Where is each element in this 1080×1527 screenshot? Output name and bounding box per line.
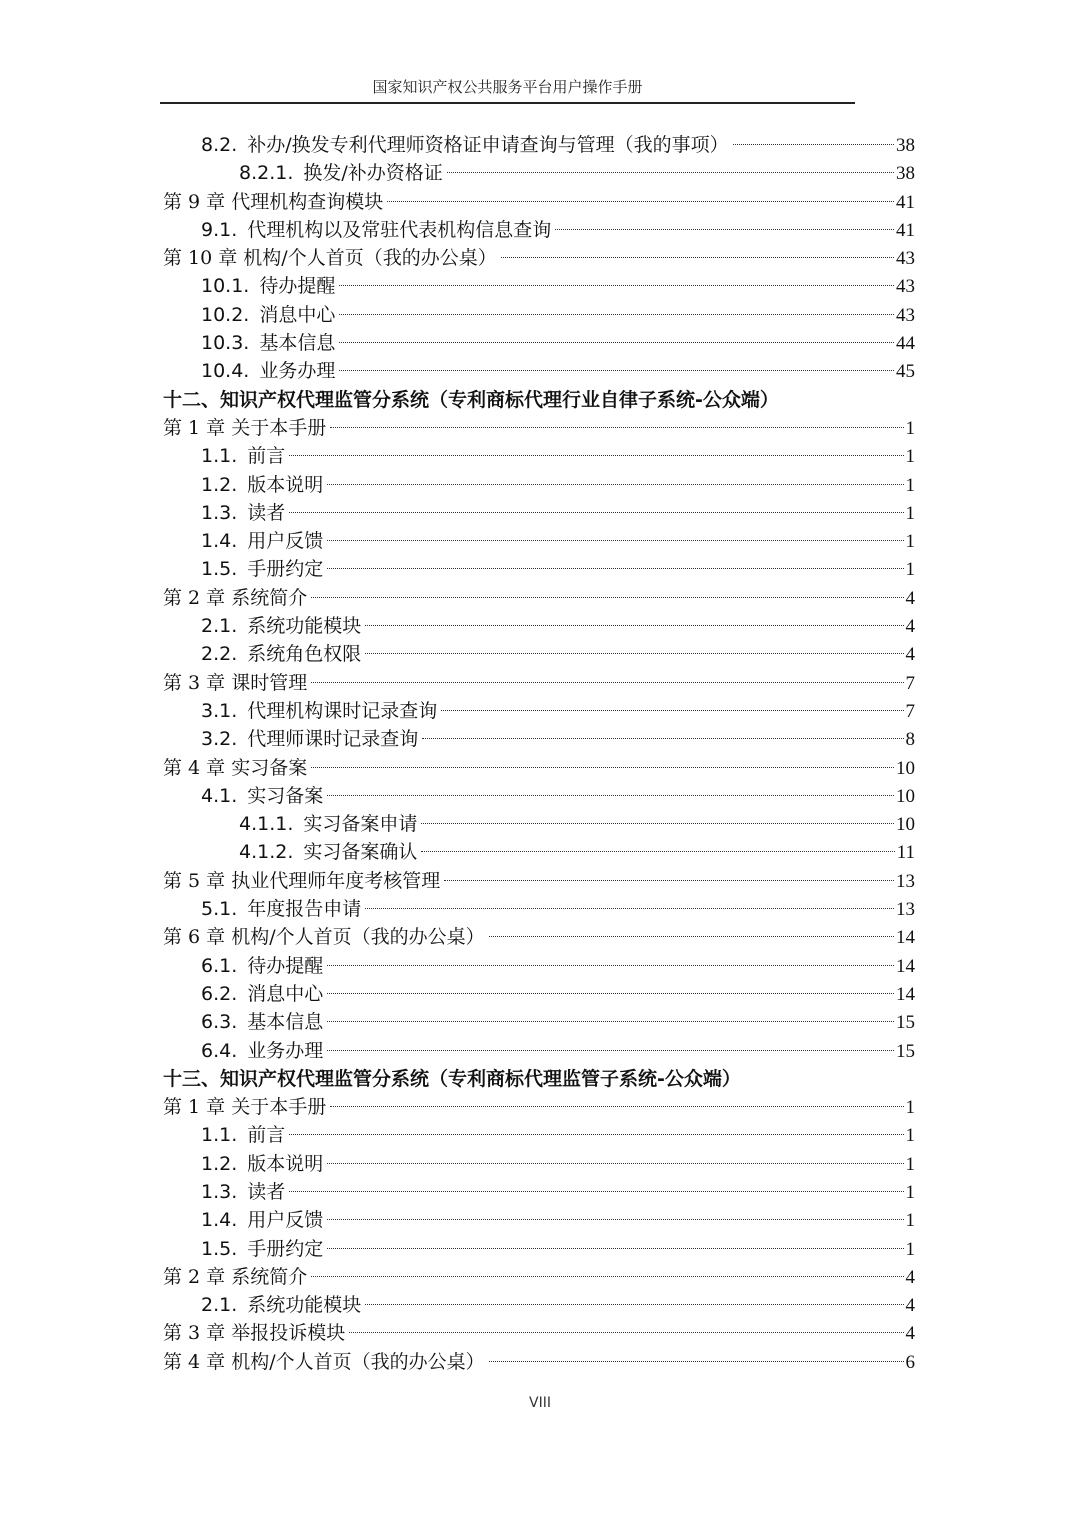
toc-dot-leader (444, 880, 894, 881)
toc-entry-page: 10 (896, 785, 915, 807)
toc-entry-number: 1.1. (201, 1124, 238, 1147)
toc-entry-label: 业务办理 (247, 1039, 324, 1062)
toc-dot-leader (327, 540, 903, 541)
toc-dot-leader (327, 965, 894, 966)
toc-dot-leader (327, 993, 894, 994)
toc-entry[interactable] (163, 1093, 915, 1121)
toc-entry-number: 1.5. (201, 1237, 238, 1260)
toc-entry[interactable] (163, 131, 915, 159)
toc-entry[interactable] (163, 895, 915, 923)
toc-entry-page: 15 (896, 1012, 915, 1034)
toc-entry[interactable] (163, 244, 915, 272)
toc-entry[interactable] (163, 810, 915, 838)
toc-entry-label: 前言 (247, 445, 286, 468)
toc-entry-label: 版本说明 (247, 473, 324, 496)
toc-entry-label: 年度报告申请 (247, 898, 362, 921)
toc-entry-page: 7 (905, 700, 915, 722)
toc-dot-leader (311, 767, 894, 768)
toc-entry-label: 用户反馈 (247, 1209, 324, 1232)
toc-entry[interactable] (163, 471, 915, 499)
toc-dot-leader (447, 172, 894, 173)
toc-dot-leader (489, 1361, 904, 1362)
toc-entry[interactable] (163, 754, 915, 782)
toc-dot-leader (289, 1134, 903, 1135)
toc-dot-leader (311, 597, 903, 598)
toc-entry-page: 1 (905, 1181, 915, 1203)
toc-entry-page: 11 (896, 842, 915, 864)
toc-entry-label: 实习备案 (247, 784, 324, 807)
toc-entry-number: 5.1. (201, 898, 238, 921)
toc-entry[interactable] (163, 1008, 915, 1036)
toc-entry-page: 1 (905, 502, 915, 524)
toc-entry-page: 38 (896, 135, 915, 156)
toc-entry-label: 第 4 章 实习备案 (163, 756, 308, 779)
toc-entry-label: 代理机构以及常驻代表机构信息查询 (247, 218, 552, 241)
toc-entry-label: 消息中心 (247, 982, 324, 1005)
toc-entry[interactable] (163, 1348, 915, 1376)
toc-dot-leader (327, 1219, 903, 1220)
toc-entry-number: 3.1. (201, 699, 238, 722)
toc-entry[interactable] (163, 1319, 915, 1347)
toc-entry[interactable] (163, 612, 915, 640)
toc-entry-number: 10.1. (201, 275, 250, 298)
toc-entry[interactable] (163, 216, 915, 244)
toc-dot-leader (327, 1021, 894, 1022)
toc-entry-number: 1.4. (201, 530, 238, 553)
toc-entry-page: 14 (896, 927, 915, 949)
toc-entry-label: 第 2 章 系统简介 (163, 1265, 308, 1288)
toc-entry-label: 补办/换发专利代理师资格证申请查询与管理（我的事项） (247, 134, 729, 156)
toc-entry[interactable] (163, 272, 915, 300)
toc-entry-label: 十二、知识产权代理监管分系统（专利商标代理行业自律子系统-公众端） (163, 388, 779, 411)
toc-entry-label: 系统角色权限 (247, 643, 362, 666)
toc-entry[interactable] (163, 725, 915, 753)
toc-dot-leader (365, 1304, 903, 1305)
toc-dot-leader (327, 568, 903, 569)
toc-dot-leader (289, 455, 903, 456)
toc-entry-label: 手册约定 (247, 558, 324, 581)
toc-entry-label: 消息中心 (259, 303, 336, 326)
toc-entry[interactable] (163, 952, 915, 980)
toc-entry[interactable] (163, 442, 915, 470)
toc-dot-leader (327, 795, 894, 796)
toc-entry[interactable] (163, 527, 915, 555)
toc-entry-page: 1 (905, 1153, 915, 1175)
toc-entry-page: 7 (905, 672, 915, 694)
toc-entry-number: 4.1.1. (239, 813, 294, 836)
toc-entry-number: 6.4. (201, 1039, 238, 1062)
toc-entry-page: 43 (896, 248, 915, 270)
toc-entry[interactable] (163, 555, 915, 583)
toc-entry-page: 1 (905, 1210, 915, 1232)
toc-entry-number: 6.1. (201, 954, 238, 977)
toc-entry-number: 4.1.2. (239, 841, 294, 864)
toc-entry-page: 41 (896, 219, 915, 241)
toc-dot-leader (289, 1191, 903, 1192)
toc-entry-label: 手册约定 (247, 1237, 324, 1260)
toc-entry-number: 6.3. (201, 1011, 238, 1034)
toc-dot-leader (387, 201, 894, 202)
toc-entry[interactable] (163, 329, 915, 357)
toc-entry[interactable] (163, 782, 915, 810)
toc-entry-label: 第 4 章 机构/个人首页（我的办公桌） (163, 1350, 485, 1373)
toc-dot-leader (422, 738, 903, 739)
toc-entry[interactable] (163, 1178, 915, 1206)
toc-entry-number: 1.4. (201, 1209, 238, 1232)
toc-entry-label: 基本信息 (259, 332, 336, 355)
toc-entry-label: 第 2 章 系统简介 (163, 586, 308, 609)
toc-entry-page: 4 (905, 587, 915, 609)
toc-entry[interactable] (163, 159, 915, 187)
toc-entry[interactable] (163, 584, 915, 612)
toc-entry-label: 读者 (247, 501, 286, 524)
toc-entry-page: 43 (896, 276, 915, 298)
toc-entry-page: 44 (896, 333, 915, 355)
toc-entry-label: 第 3 章 举报投诉模块 (163, 1322, 346, 1345)
toc-entry[interactable] (163, 1206, 915, 1234)
toc-dot-leader (327, 484, 903, 485)
toc-entry-label: 第 9 章 代理机构查询模块 (163, 190, 384, 213)
toc-dot-leader (421, 823, 894, 824)
toc-entry-number: 2.1. (201, 1294, 238, 1317)
toc-entry-page: 10 (896, 814, 915, 836)
toc-entry-number: 10.3. (201, 332, 250, 355)
toc-entry-label: 系统功能模块 (247, 1294, 362, 1317)
toc-entry-label: 版本说明 (247, 1152, 324, 1175)
toc-entry-page: 13 (896, 899, 915, 921)
toc-entry-page: 1 (905, 531, 915, 553)
toc-entry-page: 4 (905, 1295, 915, 1317)
toc-section-heading (163, 1065, 915, 1093)
toc-entry[interactable] (163, 1121, 915, 1149)
toc-entry-number: 1.2. (201, 1152, 238, 1175)
toc-entry-page: 38 (896, 163, 915, 185)
toc-entry-number: 2.1. (201, 615, 238, 638)
toc-entry-number: 1.2. (201, 473, 238, 496)
toc-entry-label: 代理机构课时记录查询 (247, 699, 438, 722)
toc-dot-leader (501, 257, 894, 258)
toc-entry[interactable] (163, 923, 915, 951)
toc-entry-page: 45 (896, 361, 915, 383)
toc-entry-page: 4 (905, 616, 915, 638)
toc-dot-leader (330, 1106, 903, 1107)
toc-entry-label: 第 1 章 关于本手册 (163, 416, 327, 439)
toc-entry-label: 实习备案确认 (303, 841, 418, 864)
toc-entry[interactable] (163, 669, 915, 697)
toc-dot-leader (330, 427, 903, 428)
toc-entry[interactable] (163, 301, 915, 329)
toc-entry-number: 6.2. (201, 982, 238, 1005)
toc-dot-leader (339, 342, 894, 343)
toc-dot-leader (365, 908, 894, 909)
toc-entry-label: 系统功能模块 (247, 615, 362, 638)
toc-entry[interactable] (163, 1263, 915, 1291)
toc-dot-leader (327, 1050, 894, 1051)
toc-entry-number: 1.1. (201, 445, 238, 468)
toc-dot-leader (365, 653, 903, 654)
toc-entry-page: 1 (905, 1125, 915, 1147)
toc-dot-leader (349, 1332, 903, 1333)
toc-dot-leader (327, 1163, 903, 1164)
toc-entry-page: 1 (905, 1097, 915, 1119)
header-title: 国家知识产权公共服务平台用户操作手册 (372, 78, 643, 96)
toc-entry-label: 基本信息 (247, 1011, 324, 1034)
toc-entry-page: 14 (896, 983, 915, 1005)
toc-entry[interactable] (163, 414, 915, 442)
toc-dot-leader (327, 1248, 903, 1249)
toc-entry-page: 1 (905, 446, 915, 468)
toc-entry-number: 3.2. (201, 728, 238, 751)
toc-entry-page: 15 (896, 1040, 915, 1062)
toc-dot-leader (365, 625, 903, 626)
toc-entry-page: 1 (905, 417, 915, 439)
toc-entry-label: 换发/补办资格证 (303, 162, 443, 185)
toc-entry-label: 实习备案申请 (303, 813, 418, 836)
toc-entry-page: 10 (896, 757, 915, 779)
toc-entry-number: 4.1. (201, 784, 238, 807)
toc-entry-page: 41 (896, 191, 915, 213)
toc-entry-label: 代理师课时记录查询 (247, 728, 419, 751)
toc-entry[interactable] (163, 188, 915, 216)
toc-entry-page: 8 (905, 729, 915, 751)
toc-entry-page: 1 (905, 559, 915, 581)
table-of-contents (163, 131, 915, 1376)
toc-entry-label: 业务办理 (259, 360, 336, 383)
toc-entry-label: 第 3 章 课时管理 (163, 671, 308, 694)
toc-dot-leader (489, 936, 894, 937)
toc-entry[interactable] (163, 357, 915, 385)
toc-entry-number: 1.3. (201, 1180, 238, 1203)
toc-entry-label: 十三、知识产权代理监管分系统（专利商标代理监管子系统-公众端） (163, 1067, 741, 1090)
toc-entry-page: 6 (905, 1351, 915, 1373)
toc-entry-page: 4 (905, 644, 915, 666)
toc-entry-page: 1 (905, 474, 915, 496)
toc-entry-number: 10.2. (201, 303, 250, 326)
toc-entry[interactable] (163, 640, 915, 668)
toc-entry[interactable] (163, 1291, 915, 1319)
toc-dot-leader (339, 314, 894, 315)
toc-entry[interactable] (163, 867, 915, 895)
toc-entry-number: 1.5. (201, 558, 238, 581)
toc-dot-leader (339, 370, 894, 371)
toc-entry-label: 待办提醒 (259, 275, 336, 298)
toc-entry[interactable] (163, 499, 915, 527)
toc-entry-label: 读者 (247, 1180, 286, 1203)
toc-dot-leader (289, 512, 903, 513)
toc-entry-number: 1.3. (201, 501, 238, 524)
toc-entry-number: 8.2. (201, 134, 238, 156)
toc-entry-number: 9.1. (201, 218, 238, 241)
toc-entry-number: 2.2. (201, 643, 238, 666)
toc-dot-leader (311, 1276, 903, 1277)
toc-entry-page: 43 (896, 304, 915, 326)
toc-entry-page: 14 (896, 955, 915, 977)
toc-dot-leader (733, 144, 894, 145)
toc-section-heading (163, 386, 915, 414)
toc-entry-label: 待办提醒 (247, 954, 324, 977)
toc-entry[interactable] (163, 697, 915, 725)
toc-entry-label: 第 5 章 执业代理师年度考核管理 (163, 869, 441, 892)
page-number: VIII (529, 1395, 551, 1411)
toc-entry[interactable] (163, 1150, 915, 1178)
toc-entry-page: 1 (905, 1238, 915, 1260)
toc-entry-page: 4 (905, 1266, 915, 1288)
toc-entry[interactable] (163, 838, 915, 866)
toc-dot-leader (441, 710, 903, 711)
toc-entry-label: 用户反馈 (247, 530, 324, 553)
toc-entry-label: 第 1 章 关于本手册 (163, 1096, 327, 1119)
toc-entry-number: 10.4. (201, 360, 250, 383)
toc-entry-label: 第 10 章 机构/个人首页（我的办公桌） (163, 247, 497, 270)
toc-entry-page: 13 (896, 870, 915, 892)
toc-dot-leader (339, 285, 894, 286)
toc-dot-leader (555, 229, 894, 230)
toc-entry-label: 前言 (247, 1124, 286, 1147)
page-header (160, 74, 855, 104)
toc-entry-label: 第 6 章 机构/个人首页（我的办公桌） (163, 926, 485, 949)
toc-entry[interactable] (163, 980, 915, 1008)
toc-dot-leader (311, 682, 903, 683)
toc-dot-leader (421, 851, 894, 852)
toc-entry[interactable] (163, 1235, 915, 1263)
toc-entry-number: 8.2.1. (239, 162, 294, 185)
toc-entry-page: 4 (905, 1323, 915, 1345)
toc-entry[interactable] (163, 1037, 915, 1065)
